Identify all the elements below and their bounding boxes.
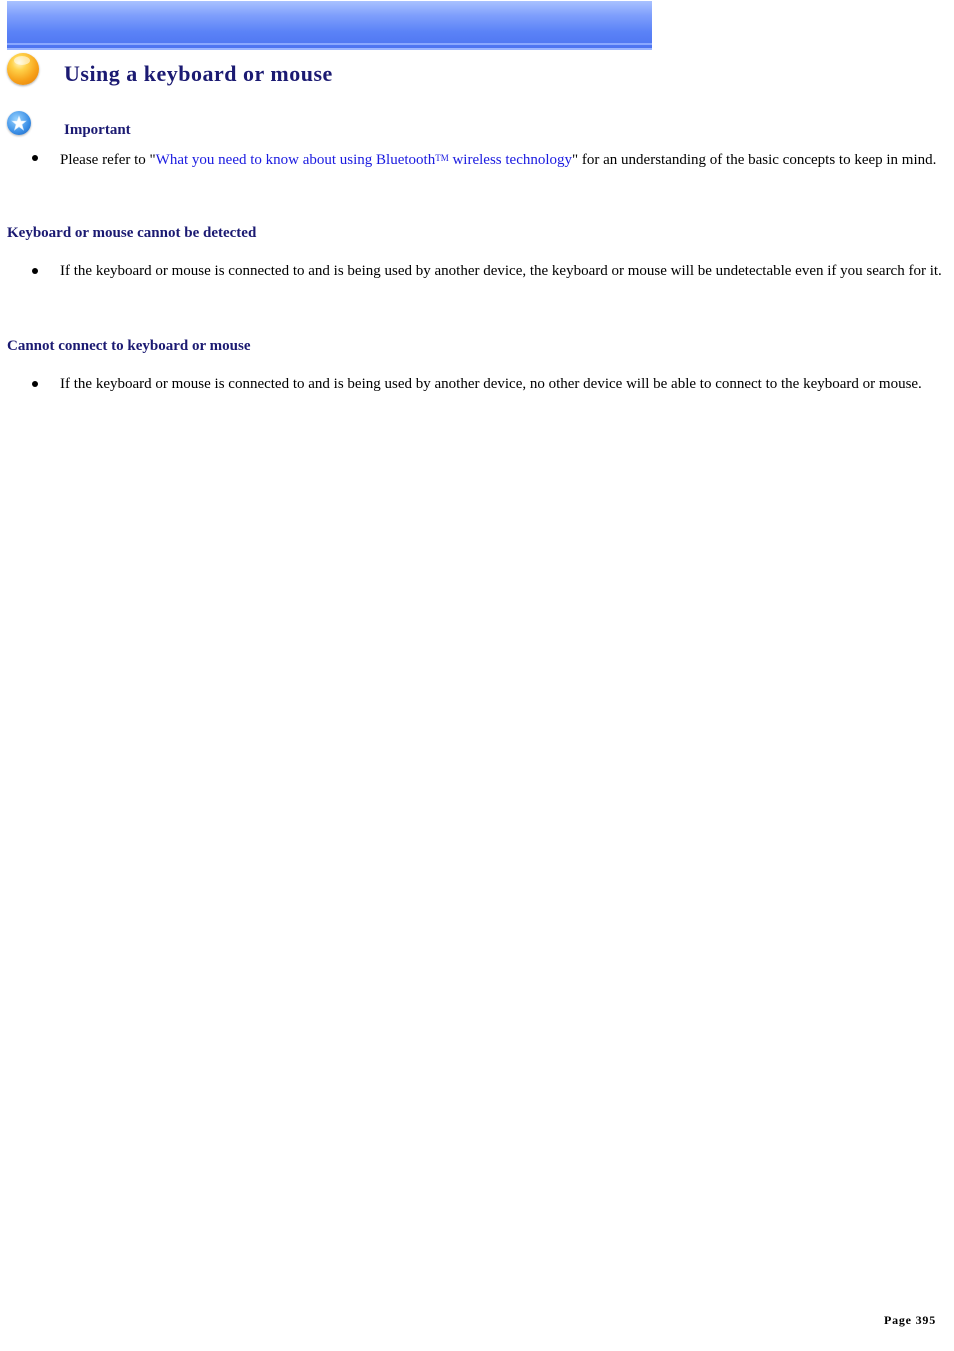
important-text-before: Please refer to ": [60, 152, 156, 168]
orange-orb-icon: [7, 53, 39, 85]
section-heading-not-detected: Keyboard or mouse cannot be detected: [7, 225, 257, 241]
list-item: [60, 375, 950, 393]
important-list-item: [60, 149, 950, 169]
list-item-text: If the keyboard or mouse is connected to and is being used by another device, no other device will be able to connect to the keyboard or mouse.: [60, 376, 922, 392]
bullet-dot: [32, 268, 38, 274]
important-note-header: [7, 111, 907, 141]
link-text-part1: What you need to know about using Bluetooth: [155, 152, 436, 168]
star-badge-icon: [7, 111, 31, 135]
section-heading-cannot-connect: Cannot connect to keyboard or mouse: [7, 338, 251, 354]
bullet-dot: [32, 155, 38, 161]
header-banner: [7, 1, 652, 50]
bluetooth-guide-link[interactable]: [156, 152, 572, 168]
page-number: Page 395: [883, 1313, 936, 1327]
page-title: Using a keyboard or mouse: [64, 61, 333, 86]
title-row: [7, 52, 907, 92]
list-item: [60, 262, 950, 280]
important-text-after: " for an understanding of the basic concepts to keep in mind.: [572, 152, 937, 168]
trademark-symbol: TM: [435, 153, 449, 163]
link-text-part2: wireless technology: [448, 152, 573, 168]
list-item-text: If the keyboard or mouse is connected to and is being used by another device, the keyboard or mouse will be undetectable even if you search for it.: [60, 263, 942, 279]
important-label: Important: [64, 122, 131, 138]
bullet-dot: [32, 381, 38, 387]
